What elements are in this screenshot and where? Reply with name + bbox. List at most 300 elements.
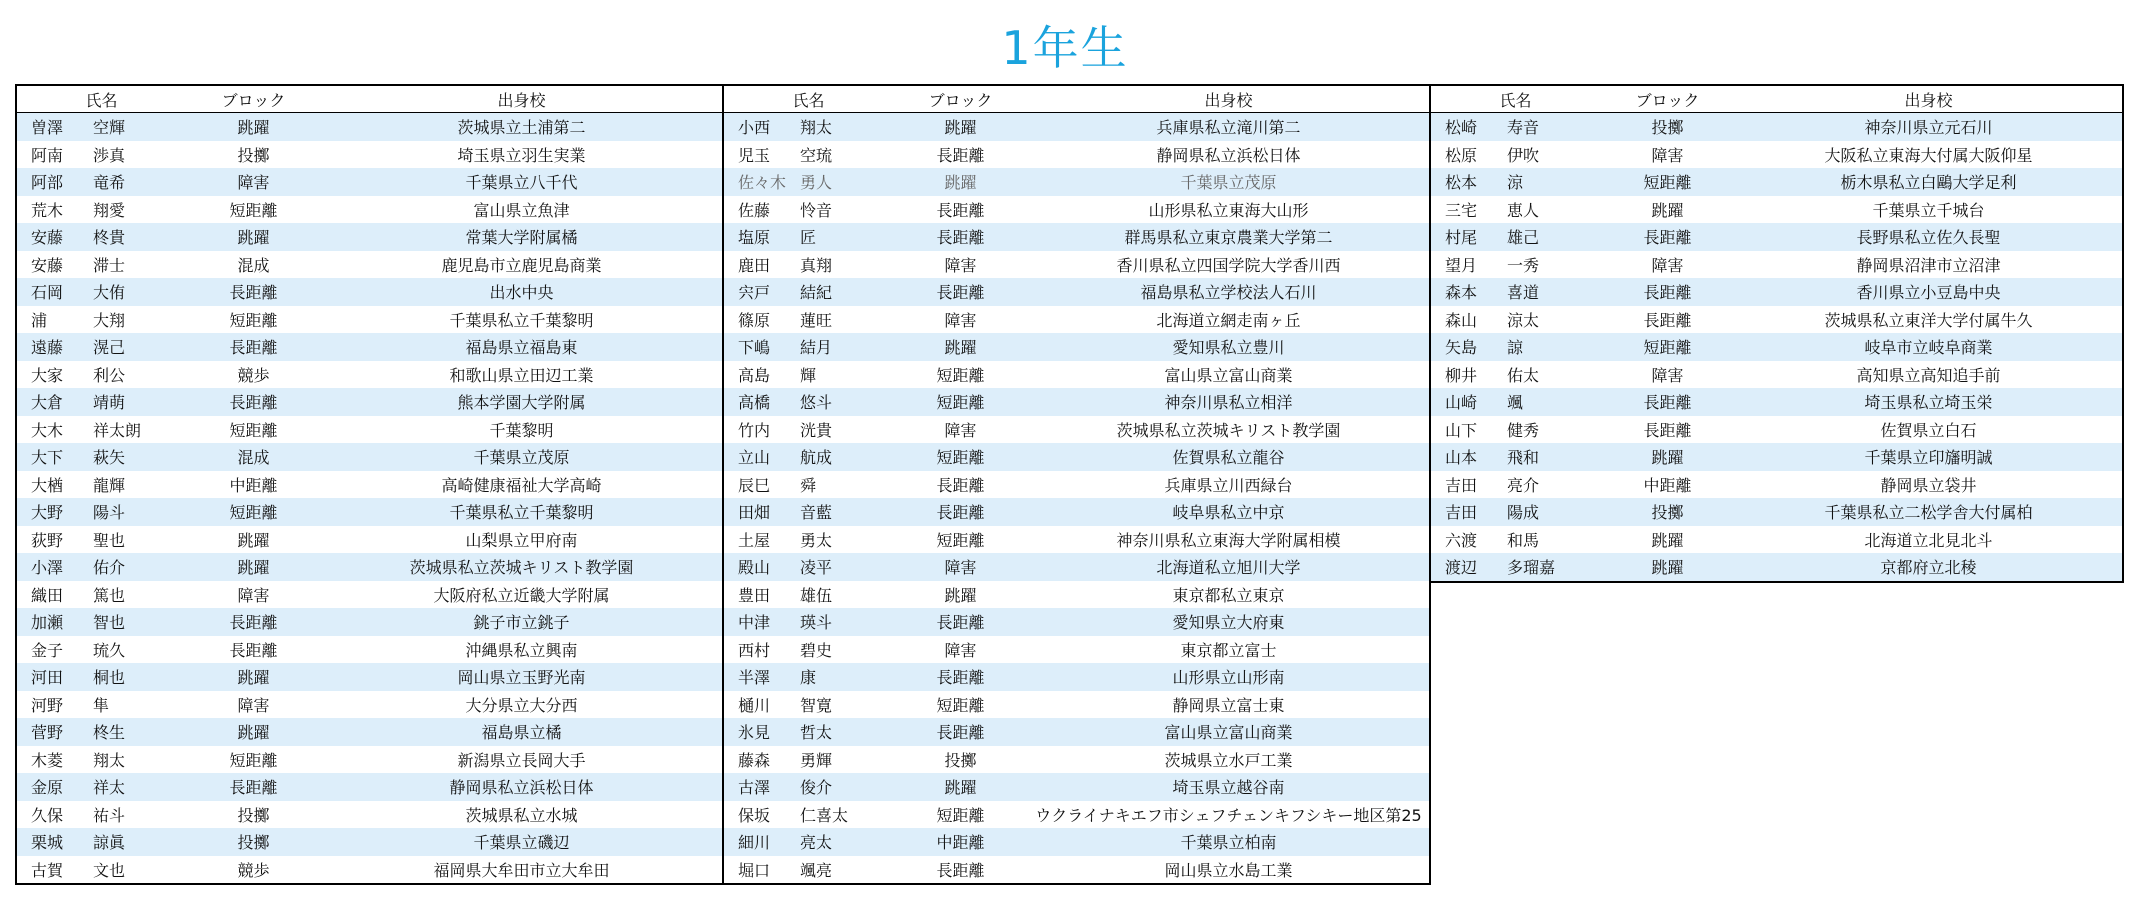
surname: 栗城 — [31, 833, 64, 853]
student-name — [1430, 168, 1600, 196]
table-row — [16, 223, 723, 251]
student-name — [723, 581, 893, 609]
table-row — [723, 416, 1430, 444]
surname: 辰巳 — [738, 475, 771, 495]
block-cell: 投擲 — [186, 141, 321, 169]
school-cell: 兵庫県私立滝川第二 — [1028, 113, 1430, 141]
given-name: 佑介 — [93, 558, 126, 578]
school-cell: 岡山県立玉野光南 — [321, 663, 723, 691]
school-cell: 福島県立橘 — [321, 718, 723, 746]
student-name — [16, 471, 186, 499]
header-name: 氏名 — [16, 85, 186, 113]
school-cell: 茨城県私立茨城キリスト教学園 — [321, 553, 723, 581]
table-row — [1430, 223, 2123, 251]
school-cell: 東京都私立東京 — [1028, 581, 1430, 609]
block-cell: 短距離 — [1600, 168, 1735, 196]
block-cell: 短距離 — [893, 361, 1028, 389]
table-row — [16, 801, 723, 829]
block-cell: 長距離 — [186, 333, 321, 361]
given-name: 翔太 — [800, 118, 833, 138]
given-name: 康 — [800, 668, 817, 688]
school-cell: 熊本学園大学附属 — [321, 388, 723, 416]
student-name — [16, 306, 186, 334]
table-row — [16, 746, 723, 774]
table-row — [16, 526, 723, 554]
block-cell: 短距離 — [1600, 333, 1735, 361]
surname: 大下 — [31, 448, 64, 468]
given-name: 飛和 — [1507, 448, 1540, 468]
table-row — [16, 471, 723, 499]
table-row — [1430, 333, 2123, 361]
surname: 児玉 — [738, 145, 771, 165]
student-name — [723, 306, 893, 334]
roster-table-1 — [15, 84, 724, 885]
header-school: 出身校 — [1028, 85, 1430, 113]
school-cell: 茨城県私立東洋大学付属牛久 — [1735, 306, 2123, 334]
surname: 高島 — [738, 365, 771, 385]
surname: 荒木 — [31, 200, 64, 220]
student-name — [723, 801, 893, 829]
given-name: 竜希 — [93, 173, 126, 193]
student-name — [1430, 416, 1600, 444]
table-row — [16, 333, 723, 361]
table-row — [723, 526, 1430, 554]
school-cell: 沖縄県私立興南 — [321, 636, 723, 664]
given-name: 隼 — [93, 695, 110, 715]
student-name — [16, 498, 186, 526]
school-cell: 出水中央 — [321, 278, 723, 306]
surname: 大倉 — [31, 393, 64, 413]
surname: 石岡 — [31, 283, 64, 303]
student-name — [723, 361, 893, 389]
surname: 大家 — [31, 365, 64, 385]
student-name — [16, 223, 186, 251]
given-name: 颯 — [1507, 393, 1524, 413]
surname: 久保 — [31, 805, 64, 825]
given-name: 音藍 — [800, 503, 833, 523]
given-name: 陽斗 — [93, 503, 126, 523]
student-name — [723, 773, 893, 801]
table-row — [16, 443, 723, 471]
surname: 阿部 — [31, 173, 64, 193]
given-name: 結紀 — [800, 283, 833, 303]
table-row — [16, 663, 723, 691]
roster-body — [1430, 113, 2123, 582]
student-name — [16, 113, 186, 141]
table-row — [723, 746, 1430, 774]
student-name — [16, 856, 186, 885]
school-cell: 富山県立魚津 — [321, 196, 723, 224]
table-row — [723, 553, 1430, 581]
student-name — [16, 333, 186, 361]
given-name: 滞士 — [93, 255, 126, 275]
school-cell: 茨城県私立水城 — [321, 801, 723, 829]
student-name — [723, 141, 893, 169]
student-name — [16, 773, 186, 801]
school-cell: 福島県私立学校法人石川 — [1028, 278, 1430, 306]
block-cell: 長距離 — [1600, 306, 1735, 334]
table-row — [16, 498, 723, 526]
given-name: 瑛斗 — [800, 613, 833, 633]
block-cell: 長距離 — [186, 636, 321, 664]
table-row — [16, 718, 723, 746]
block-cell: 中距離 — [186, 471, 321, 499]
given-name: 桐也 — [93, 668, 126, 688]
given-name: 文也 — [93, 860, 126, 880]
block-cell: 短距離 — [186, 416, 321, 444]
surname: 堀口 — [738, 860, 771, 880]
table-row — [723, 141, 1430, 169]
table-row — [723, 196, 1430, 224]
table-row — [16, 113, 723, 141]
school-cell: 岐阜市立岐阜商業 — [1735, 333, 2123, 361]
block-cell: 混成 — [186, 443, 321, 471]
surname: 安藤 — [31, 255, 64, 275]
block-cell: 跳躍 — [186, 113, 321, 141]
table-row — [1430, 141, 2123, 169]
school-cell: 大阪府私立近畿大学附属 — [321, 581, 723, 609]
school-cell: 静岡県私立浜松日体 — [1028, 141, 1430, 169]
table-row — [723, 828, 1430, 856]
school-cell: 神奈川県私立相洋 — [1028, 388, 1430, 416]
block-cell: 短距離 — [186, 196, 321, 224]
block-cell: 長距離 — [1600, 416, 1735, 444]
given-name: 空輝 — [93, 118, 126, 138]
block-cell: 跳躍 — [186, 526, 321, 554]
school-cell: 茨城県立水戸工業 — [1028, 746, 1430, 774]
block-cell: 短距離 — [186, 746, 321, 774]
student-name — [1430, 113, 1600, 141]
surname: 下嶋 — [738, 338, 771, 358]
given-name: 恵人 — [1507, 200, 1540, 220]
student-name — [723, 718, 893, 746]
given-name: 和馬 — [1507, 530, 1540, 550]
table-row — [723, 223, 1430, 251]
table-row — [16, 416, 723, 444]
header-block: ブロック — [186, 85, 321, 113]
given-name: 琉久 — [93, 640, 126, 660]
block-cell: 跳躍 — [186, 223, 321, 251]
given-name: 諒 — [1507, 338, 1524, 358]
surname: 森山 — [1445, 310, 1478, 330]
surname: 大木 — [31, 420, 64, 440]
block-cell: 短距離 — [893, 526, 1028, 554]
given-name: 篤也 — [93, 585, 126, 605]
school-cell: 群馬県私立東京農業大学第二 — [1028, 223, 1430, 251]
table-row — [723, 581, 1430, 609]
block-cell: 障害 — [1600, 361, 1735, 389]
block-cell: 短距離 — [893, 691, 1028, 719]
school-cell: 香川県私立四国学院大学香川西 — [1028, 251, 1430, 279]
given-name: 利公 — [93, 365, 126, 385]
table-row — [1430, 361, 2123, 389]
block-cell: 長距離 — [893, 718, 1028, 746]
table-row — [16, 856, 723, 885]
given-name: 祐斗 — [93, 805, 126, 825]
table-row — [16, 196, 723, 224]
given-name: 洸貴 — [800, 420, 833, 440]
given-name: 滉己 — [93, 338, 126, 358]
surname: 浦 — [31, 310, 48, 330]
block-cell: 投擲 — [1600, 113, 1735, 141]
school-cell: 高崎健康福祉大学高崎 — [321, 471, 723, 499]
given-name: 真翔 — [800, 255, 833, 275]
school-cell: 千葉県立茂原 — [321, 443, 723, 471]
surname: 矢島 — [1445, 338, 1478, 358]
student-name — [723, 471, 893, 499]
surname: 佐々木 — [738, 173, 787, 193]
surname: 樋川 — [738, 695, 771, 715]
student-name — [16, 251, 186, 279]
given-name: 輝 — [800, 365, 817, 385]
block-cell: 長距離 — [893, 471, 1028, 499]
block-cell: 跳躍 — [893, 113, 1028, 141]
surname: 塩原 — [738, 228, 771, 248]
table-row — [1430, 526, 2123, 554]
table-row — [723, 773, 1430, 801]
school-cell: 山形県私立東海大山形 — [1028, 196, 1430, 224]
school-cell: 新潟県立長岡大手 — [321, 746, 723, 774]
given-name: 佑太 — [1507, 365, 1540, 385]
surname: 松原 — [1445, 145, 1478, 165]
surname: 菅野 — [31, 723, 64, 743]
school-cell: 大阪私立東海大付属大阪仰星 — [1735, 141, 2123, 169]
given-name: 蓮旺 — [800, 310, 833, 330]
block-cell: 長距離 — [893, 663, 1028, 691]
student-name — [723, 278, 893, 306]
roster-table-3 — [1429, 84, 2124, 583]
student-name — [1430, 196, 1600, 224]
table-row — [723, 801, 1430, 829]
student-name — [1430, 223, 1600, 251]
school-cell: 茨城県立土浦第二 — [321, 113, 723, 141]
surname: 阿南 — [31, 145, 64, 165]
given-name: 亮介 — [1507, 475, 1540, 495]
block-cell: 投擲 — [186, 801, 321, 829]
surname: 吉田 — [1445, 503, 1478, 523]
block-cell: 長距離 — [186, 388, 321, 416]
student-name — [16, 718, 186, 746]
student-name — [16, 746, 186, 774]
student-name — [16, 636, 186, 664]
table-row — [1430, 113, 2123, 141]
table-row — [723, 691, 1430, 719]
given-name: 喜道 — [1507, 283, 1540, 303]
block-cell: 長距離 — [893, 196, 1028, 224]
table-row — [723, 113, 1430, 141]
school-cell: 愛知県立大府東 — [1028, 608, 1430, 636]
school-cell: 佐賀県私立龍谷 — [1028, 443, 1430, 471]
header-name: 氏名 — [1430, 85, 1600, 113]
table-row — [723, 718, 1430, 746]
surname: 山下 — [1445, 420, 1478, 440]
table-row — [1430, 443, 2123, 471]
student-name — [1430, 443, 1600, 471]
table-row — [16, 306, 723, 334]
table-row — [16, 828, 723, 856]
school-cell: 静岡県立袋井 — [1735, 471, 2123, 499]
school-cell: 大分県立大分西 — [321, 691, 723, 719]
student-name — [723, 636, 893, 664]
student-name — [16, 388, 186, 416]
given-name: 涼 — [1507, 173, 1524, 193]
given-name: 智寛 — [800, 695, 833, 715]
table-row — [723, 608, 1430, 636]
block-cell: 障害 — [186, 691, 321, 719]
header-school: 出身校 — [321, 85, 723, 113]
table-row — [16, 278, 723, 306]
block-cell: 跳躍 — [1600, 443, 1735, 471]
given-name: 空琉 — [800, 145, 833, 165]
surname: 木菱 — [31, 750, 64, 770]
table-row — [723, 278, 1430, 306]
school-cell: 山形県立山形南 — [1028, 663, 1430, 691]
given-name: 航成 — [800, 448, 833, 468]
surname: 三宅 — [1445, 200, 1478, 220]
school-cell: 千葉県立茂原 — [1028, 168, 1430, 196]
surname: 藤森 — [738, 750, 771, 770]
given-name: 勇太 — [800, 530, 833, 550]
surname: 渡辺 — [1445, 558, 1478, 578]
school-cell: 栃木県私立白鷗大学足利 — [1735, 168, 2123, 196]
student-name — [723, 498, 893, 526]
school-cell: 鹿児島市立鹿児島商業 — [321, 251, 723, 279]
header-block: ブロック — [893, 85, 1028, 113]
block-cell: 跳躍 — [893, 581, 1028, 609]
given-name: 舜 — [800, 475, 817, 495]
school-cell: 静岡県立富士東 — [1028, 691, 1430, 719]
roster-body — [16, 113, 723, 885]
student-name — [723, 663, 893, 691]
school-cell: 香川県立小豆島中央 — [1735, 278, 2123, 306]
table-row — [723, 498, 1430, 526]
student-name — [723, 608, 893, 636]
student-name — [16, 581, 186, 609]
given-name: 祥太 — [93, 778, 126, 798]
school-cell: 北海道私立旭川大学 — [1028, 553, 1430, 581]
block-cell: 跳躍 — [186, 553, 321, 581]
header-block: ブロック — [1600, 85, 1735, 113]
school-cell: 千葉県私立二松学舎大付属柏 — [1735, 498, 2123, 526]
surname: 加瀬 — [31, 613, 64, 633]
surname: 望月 — [1445, 255, 1478, 275]
surname: 遠藤 — [31, 338, 64, 358]
given-name: 伊吹 — [1507, 145, 1540, 165]
surname: 松本 — [1445, 173, 1478, 193]
block-cell: 短距離 — [893, 388, 1028, 416]
school-cell: 長野県私立佐久長聖 — [1735, 223, 2123, 251]
block-cell: 障害 — [893, 306, 1028, 334]
school-cell: 茨城県私立茨城キリスト教学園 — [1028, 416, 1430, 444]
student-name — [16, 168, 186, 196]
school-cell: 東京都立富士 — [1028, 636, 1430, 664]
table-row — [723, 856, 1430, 885]
student-name — [723, 746, 893, 774]
given-name: 結月 — [800, 338, 833, 358]
block-cell: 障害 — [186, 168, 321, 196]
roster-body — [723, 113, 1430, 885]
given-name: 聖也 — [93, 530, 126, 550]
student-name — [723, 223, 893, 251]
block-cell: 長距離 — [893, 223, 1028, 251]
given-name: 一秀 — [1507, 255, 1540, 275]
school-cell: 静岡県私立浜松日体 — [321, 773, 723, 801]
school-cell: 千葉県立柏南 — [1028, 828, 1430, 856]
given-name: 勇人 — [800, 173, 833, 193]
header-school: 出身校 — [1735, 85, 2123, 113]
given-name: 寿音 — [1507, 118, 1540, 138]
given-name: 柊生 — [93, 723, 126, 743]
surname: 中津 — [738, 613, 771, 633]
student-name — [723, 553, 893, 581]
student-name — [1430, 251, 1600, 279]
block-cell: 障害 — [186, 581, 321, 609]
block-cell: 競歩 — [186, 856, 321, 885]
student-name — [16, 801, 186, 829]
table-row — [16, 636, 723, 664]
given-name: 匠 — [800, 228, 817, 248]
student-name — [16, 663, 186, 691]
surname: 古賀 — [31, 860, 64, 880]
student-name — [723, 691, 893, 719]
table-row — [723, 168, 1430, 196]
block-cell: 跳躍 — [1600, 196, 1735, 224]
school-cell: 千葉県立八千代 — [321, 168, 723, 196]
table-row — [723, 636, 1430, 664]
school-cell: 千葉黎明 — [321, 416, 723, 444]
block-cell: 長距離 — [186, 773, 321, 801]
table-row — [1430, 168, 2123, 196]
block-cell: 混成 — [186, 251, 321, 279]
block-cell: 投擲 — [893, 746, 1028, 774]
school-cell: 山梨県立甲府南 — [321, 526, 723, 554]
surname: 保坂 — [738, 805, 771, 825]
school-cell: 高知県立高知追手前 — [1735, 361, 2123, 389]
given-name: 哲太 — [800, 723, 833, 743]
school-cell: 富山県立富山商業 — [1028, 361, 1430, 389]
surname: 古澤 — [738, 778, 771, 798]
given-name: 雄己 — [1507, 228, 1540, 248]
block-cell: 跳躍 — [893, 773, 1028, 801]
block-cell: 障害 — [893, 636, 1028, 664]
block-cell: 跳躍 — [1600, 553, 1735, 582]
surname: 松崎 — [1445, 118, 1478, 138]
school-cell: 北海道立網走南ヶ丘 — [1028, 306, 1430, 334]
given-name: 大翔 — [93, 310, 126, 330]
table-row — [16, 388, 723, 416]
block-cell: 中距離 — [1600, 471, 1735, 499]
school-cell: 千葉県立磯辺 — [321, 828, 723, 856]
school-cell: 神奈川県立元石川 — [1735, 113, 2123, 141]
student-name — [16, 196, 186, 224]
student-name — [1430, 278, 1600, 306]
student-name — [1430, 498, 1600, 526]
given-name: 怜音 — [800, 200, 833, 220]
surname: 吉田 — [1445, 475, 1478, 495]
table-row — [723, 251, 1430, 279]
student-name — [1430, 471, 1600, 499]
given-name: 柊貴 — [93, 228, 126, 248]
student-name — [1430, 388, 1600, 416]
block-cell: 障害 — [1600, 251, 1735, 279]
block-cell: 短距離 — [893, 443, 1028, 471]
table-row — [1430, 251, 2123, 279]
surname: 安藤 — [31, 228, 64, 248]
student-name — [16, 278, 186, 306]
roster-table-2 — [722, 84, 1431, 885]
block-cell: 跳躍 — [186, 663, 321, 691]
surname: 荻野 — [31, 530, 64, 550]
